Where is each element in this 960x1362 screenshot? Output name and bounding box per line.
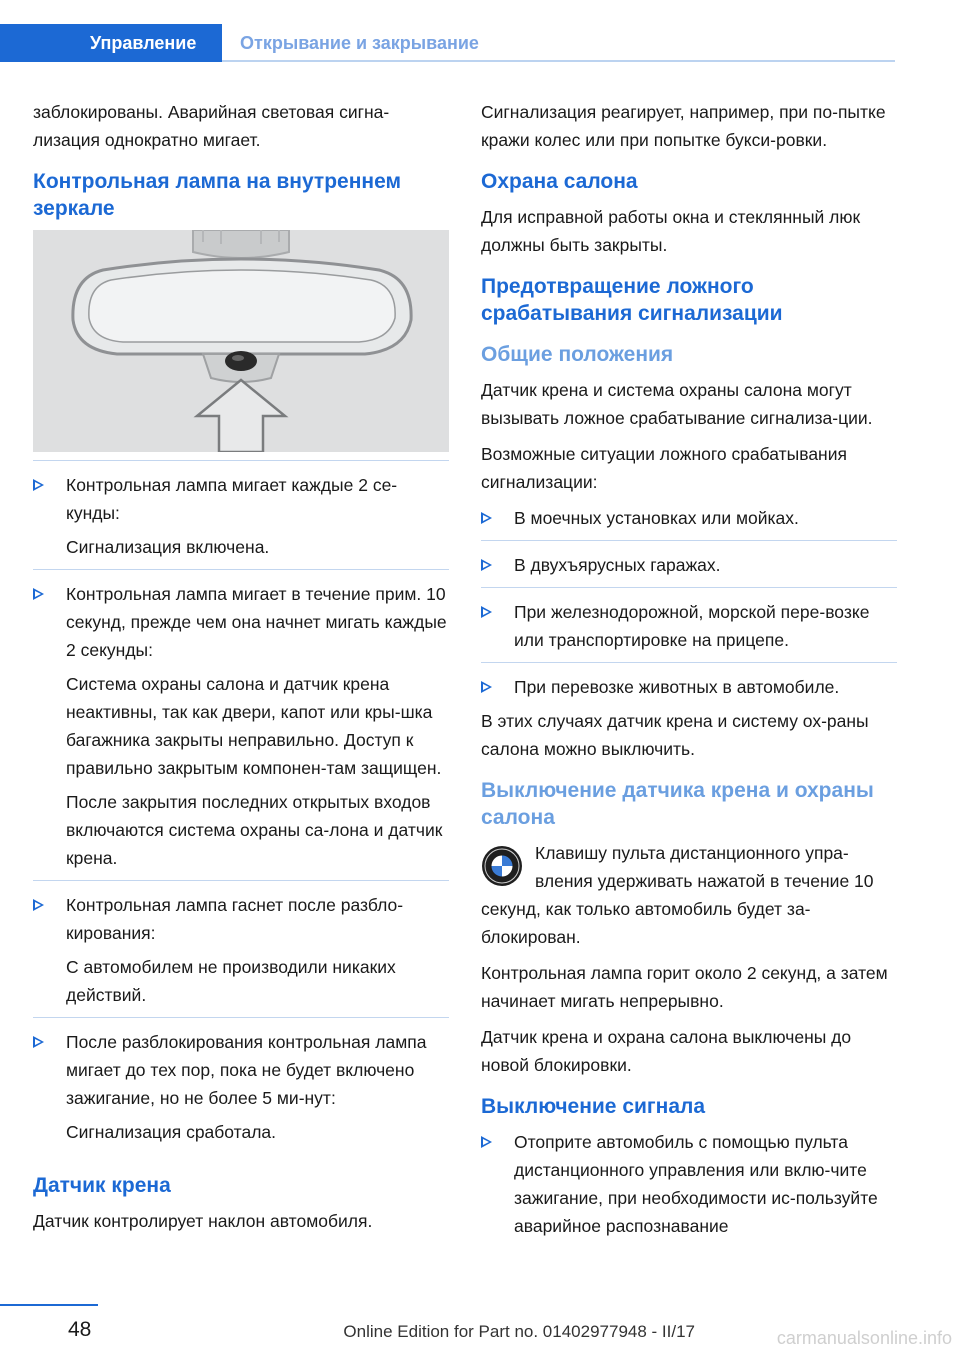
heading-alarm-off: Выключение сигнала: [481, 1095, 706, 1118]
divider: [33, 569, 449, 570]
list-item: Отоприте автомобиль с помощью пульта дистанционного управления или вклю-чите зажигание, при необходимости ис-пользуйте аварийное распознавание: [481, 1128, 897, 1240]
footer-rule: [0, 1304, 98, 1306]
intro-paragraph: заблокированы. Аварийная световая сигна-лизация однократно мигает.: [33, 102, 390, 150]
disable-paragraph: Клавишу пульта дистанционного упра-вления удерживать нажатой в течение 10 секунд, как только автомобиль будет за-блокирован.: [481, 843, 874, 947]
triangle-bullet-icon: [33, 588, 44, 600]
list-item: В моечных установках или мойках.: [481, 504, 897, 532]
heading-false-alarm: Предотвращение ложного срабатывания сигнализации: [481, 275, 783, 325]
divider: [481, 587, 897, 588]
list-item-detail: После закрытия последних открытых входов включаются система охраны са-лона и датчик крена.: [66, 792, 443, 868]
watermark: carmanualsonline.info: [776, 1328, 952, 1348]
heading-tilt-sensor: Датчик крена: [33, 1174, 171, 1197]
divider: [33, 460, 449, 461]
situations-intro: Возможные ситуации ложного срабатывания сигнализации:: [481, 444, 847, 492]
list-item: Контрольная лампа гаснет после разбло-кирования:: [33, 891, 449, 947]
edition-text: Online Edition for Part no. 01402977948 - II/17: [343, 1322, 695, 1341]
disable-instruction: [481, 839, 897, 951]
tilt-paragraph: Датчик контролирует наклон автомобиля.: [33, 1211, 373, 1231]
list-item: Контрольная лампа мигает в течение прим. 10 секунд, прежде чем она начнет мигать каждые 2 секунды:: [33, 580, 449, 664]
off-paragraph: Датчик крена и охрана салона выключены до новой блокировки.: [481, 1027, 852, 1075]
triangle-bullet-icon: [481, 512, 492, 524]
divider: [481, 540, 897, 541]
list-item-detail: Сигнализация сработала.: [66, 1122, 277, 1142]
triangle-bullet-icon: [481, 559, 492, 571]
list-item: При перевозке животных в автомобиле.: [481, 673, 897, 701]
triangle-bullet-icon: [33, 479, 44, 491]
subsection-tab: Открывание и закрывание: [240, 33, 479, 53]
divider: [481, 662, 897, 663]
lamp-paragraph: Контрольная лампа горит около 2 секунд, а затем начинает мигать непрерывно.: [481, 963, 888, 1011]
page-header: [0, 24, 895, 62]
list-item: При железнодорожной, морской пере-возке или транспортировке на прицепе.: [481, 598, 897, 654]
list-item: После разблокирования контрольная лампа мигает до тех пор, пока не будет включено зажигание, но не более 5 ми-нут:: [33, 1028, 449, 1112]
situations-outro: В этих случаях датчик крена и систему ох-раны салона можно выключить.: [481, 711, 869, 759]
list-item: Контрольная лампа мигает каждые 2 се-кунды:: [33, 471, 449, 527]
divider: [33, 1017, 449, 1018]
triangle-bullet-icon: [33, 899, 44, 911]
intro-paragraph-right: Сигнализация реагирует, например, при по-пытке кражи колес или при попытке букси-ровки.: [481, 102, 886, 150]
triangle-bullet-icon: [481, 606, 492, 618]
heading-mirror-lamp: Контрольная лампа на внутреннем зеркале: [33, 170, 402, 220]
section-tab: Управление: [0, 24, 222, 62]
list-item: В двухъярусных гаражах.: [481, 551, 897, 579]
left-column: [33, 98, 449, 1243]
list-item-detail: Сигнализация включена.: [66, 537, 270, 557]
triangle-bullet-icon: [33, 1036, 44, 1048]
header-rule: [222, 60, 895, 62]
general-paragraph: Датчик крена и система охраны салона могут вызывать ложное срабатывание сигнализа-ции.: [481, 380, 873, 428]
heading-disable-sensors: Выключение датчика крена и охраны салона: [481, 779, 874, 829]
interior-paragraph: Для исправной работы окна и стеклянный люк должны быть закрыты.: [481, 207, 861, 255]
right-column: [481, 98, 897, 1246]
mirror-illustration: [33, 230, 449, 452]
triangle-bullet-icon: [481, 681, 492, 693]
list-item-detail: С автомобилем не производили никаких действий.: [66, 957, 396, 1005]
page-number: 48: [68, 1318, 92, 1341]
list-item-detail: Система охраны салона и датчик крена неактивны, так как двери, капот или кры-шка багажника закрыты неправильно. Доступ к правильно закрытым компонен-там защищен.: [66, 674, 442, 778]
divider: [33, 880, 449, 881]
heading-interior-protection: Охрана салона: [481, 170, 638, 193]
triangle-bullet-icon: [481, 1136, 492, 1148]
heading-general: Общие положения: [481, 343, 674, 366]
bmw-key-icon: [481, 845, 523, 887]
